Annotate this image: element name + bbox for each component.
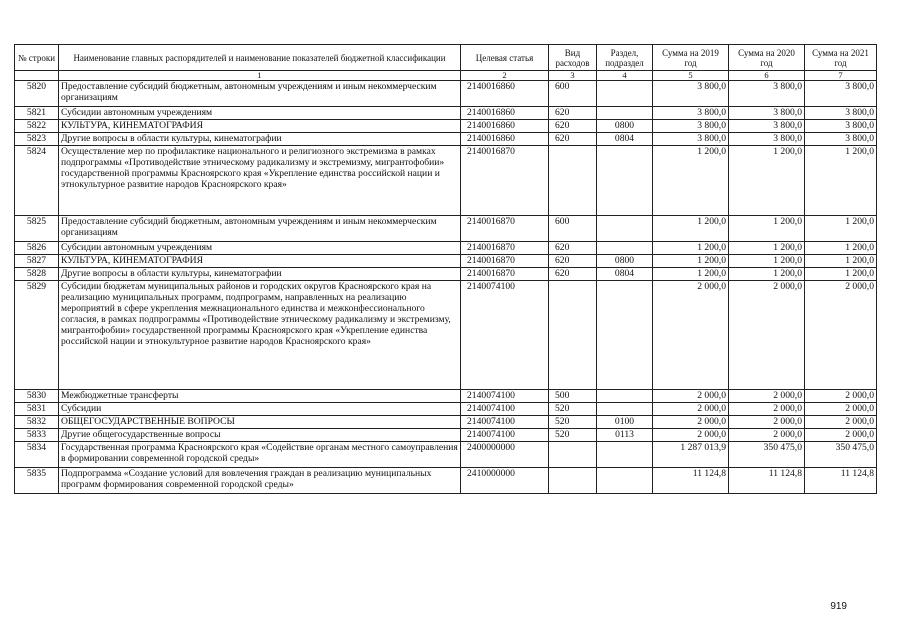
column-number: 4 — [597, 71, 653, 81]
cell-sum-2019: 1 200,0 — [653, 242, 729, 255]
header-sum-2019: Сумма на 2019 год — [653, 45, 729, 71]
cell-expense-type: 600 — [549, 216, 597, 242]
cell-name: Предоставление субсидий бюджетным, автономным учреждениям и иным некоммерческим организациям — [59, 81, 461, 107]
cell-section: 0100 — [597, 416, 653, 429]
header-name: Наименование главных распорядителей и наименование показателей бюджетной классификации — [59, 45, 461, 71]
cell-sum-2020: 2 000,0 — [729, 429, 805, 442]
cell-name: Субсидии — [59, 403, 461, 416]
column-number: 5 — [653, 71, 729, 81]
cell-section — [597, 403, 653, 416]
header-sum-2021: Сумма на 2021 год — [805, 45, 877, 71]
cell-sum-2019: 3 800,0 — [653, 107, 729, 120]
column-number: 6 — [729, 71, 805, 81]
cell-sum-2020: 3 800,0 — [729, 107, 805, 120]
cell-target-article: 2140016860 — [461, 107, 549, 120]
column-number-blank — [15, 71, 59, 81]
cell-sum-2019: 1 287 013,9 — [653, 442, 729, 468]
cell-sum-2020: 3 800,0 — [729, 120, 805, 133]
cell-expense-type: 620 — [549, 242, 597, 255]
cell-sum-2019: 2 000,0 — [653, 429, 729, 442]
cell-section — [597, 442, 653, 468]
cell-row-number: 5829 — [15, 281, 59, 390]
cell-name: Осуществление мер по профилактике национального и религиозного экстремизма в рамках подпрограммы «Противодействие этническому радикализму и экстремизму, мигрантофобии» государственной программы Красноярского края «Укрепление единства российской нации и этнокультурное развитие народов Красноярского края» — [59, 146, 461, 216]
cell-expense-type — [549, 442, 597, 468]
cell-expense-type: 500 — [549, 390, 597, 403]
cell-row-number: 5822 — [15, 120, 59, 133]
table-row — [15, 468, 877, 494]
cell-expense-type: 620 — [549, 255, 597, 268]
cell-expense-type: 520 — [549, 429, 597, 442]
table-row — [15, 146, 877, 216]
cell-expense-type: 520 — [549, 403, 597, 416]
cell-sum-2019: 1 200,0 — [653, 216, 729, 242]
cell-sum-2021: 2 000,0 — [805, 429, 877, 442]
cell-section — [597, 390, 653, 403]
cell-target-article: 2400000000 — [461, 442, 549, 468]
cell-sum-2019: 3 800,0 — [653, 120, 729, 133]
table-row — [15, 133, 877, 146]
cell-name: Другие общегосударственные вопросы — [59, 429, 461, 442]
cell-sum-2020: 2 000,0 — [729, 390, 805, 403]
cell-sum-2021: 3 800,0 — [805, 133, 877, 146]
cell-row-number: 5831 — [15, 403, 59, 416]
cell-section — [597, 242, 653, 255]
table-row — [15, 255, 877, 268]
cell-section: 0800 — [597, 255, 653, 268]
cell-sum-2019: 1 200,0 — [653, 268, 729, 281]
cell-target-article: 2140016870 — [461, 216, 549, 242]
cell-sum-2019: 11 124,8 — [653, 468, 729, 494]
cell-name: Подпрограмма «Создание условий для вовлечения граждан в реализацию муниципальных программ формирования современной городской среды» — [59, 468, 461, 494]
cell-name: Предоставление субсидий бюджетным, автономным учреждениям и иным некоммерческим организациям — [59, 216, 461, 242]
cell-target-article: 2140074100 — [461, 403, 549, 416]
column-number: 7 — [805, 71, 877, 81]
cell-section — [597, 146, 653, 216]
cell-name: Субсидии автономным учреждениям — [59, 107, 461, 120]
cell-row-number: 5827 — [15, 255, 59, 268]
cell-sum-2021: 2 000,0 — [805, 403, 877, 416]
cell-sum-2020: 3 800,0 — [729, 81, 805, 107]
cell-sum-2019: 2 000,0 — [653, 390, 729, 403]
cell-name: Другие вопросы в области культуры, кинематографии — [59, 133, 461, 146]
cell-expense-type: 520 — [549, 416, 597, 429]
cell-sum-2019: 1 200,0 — [653, 255, 729, 268]
cell-name: ОБЩЕГОСУДАРСТВЕННЫЕ ВОПРОСЫ — [59, 416, 461, 429]
cell-target-article: 2140016870 — [461, 268, 549, 281]
header-sum-2020: Сумма на 2020 год — [729, 45, 805, 71]
column-number: 3 — [549, 71, 597, 81]
cell-sum-2021: 3 800,0 — [805, 107, 877, 120]
cell-sum-2021: 2 000,0 — [805, 281, 877, 390]
cell-sum-2021: 2 000,0 — [805, 390, 877, 403]
cell-name: Другие вопросы в области культуры, кинематографии — [59, 268, 461, 281]
column-numbers-row — [15, 71, 877, 81]
cell-sum-2019: 2 000,0 — [653, 281, 729, 390]
page-number: 919 — [830, 601, 847, 612]
cell-sum-2021: 1 200,0 — [805, 242, 877, 255]
cell-row-number: 5824 — [15, 146, 59, 216]
cell-row-number: 5821 — [15, 107, 59, 120]
cell-target-article: 2140016870 — [461, 242, 549, 255]
cell-sum-2021: 1 200,0 — [805, 146, 877, 216]
cell-target-article: 2140016860 — [461, 120, 549, 133]
cell-expense-type: 600 — [549, 81, 597, 107]
column-number: 2 — [461, 71, 549, 81]
table-row — [15, 442, 877, 468]
header-razdel: Раздел, подраздел — [597, 45, 653, 71]
cell-row-number: 5835 — [15, 468, 59, 494]
cell-name: Субсидии автономным учреждениям — [59, 242, 461, 255]
cell-sum-2020: 2 000,0 — [729, 416, 805, 429]
cell-sum-2021: 3 800,0 — [805, 120, 877, 133]
cell-sum-2019: 2 000,0 — [653, 403, 729, 416]
cell-sum-2020: 2 000,0 — [729, 403, 805, 416]
cell-row-number: 5826 — [15, 242, 59, 255]
cell-target-article: 2140016860 — [461, 133, 549, 146]
cell-row-number: 5825 — [15, 216, 59, 242]
cell-expense-type — [549, 468, 597, 494]
cell-sum-2021: 11 124,8 — [805, 468, 877, 494]
cell-section: 0113 — [597, 429, 653, 442]
cell-sum-2021: 2 000,0 — [805, 416, 877, 429]
table-row — [15, 403, 877, 416]
cell-expense-type — [549, 146, 597, 216]
cell-sum-2020: 2 000,0 — [729, 281, 805, 390]
cell-sum-2021: 1 200,0 — [805, 268, 877, 281]
table-row — [15, 416, 877, 429]
cell-sum-2021: 3 800,0 — [805, 81, 877, 107]
cell-expense-type — [549, 281, 597, 390]
cell-target-article: 2140074100 — [461, 281, 549, 390]
cell-expense-type: 620 — [549, 120, 597, 133]
budget-table — [14, 44, 877, 494]
cell-section — [597, 281, 653, 390]
header-num: № строки — [15, 45, 59, 71]
cell-section — [597, 107, 653, 120]
cell-sum-2019: 3 800,0 — [653, 81, 729, 107]
cell-section — [597, 81, 653, 107]
cell-sum-2020: 1 200,0 — [729, 268, 805, 281]
cell-name: Государственная программа Красноярского края «Содействие органам местного самоуправления в формировании современной городской среды» — [59, 442, 461, 468]
cell-sum-2020: 1 200,0 — [729, 255, 805, 268]
cell-expense-type: 620 — [549, 107, 597, 120]
cell-section — [597, 216, 653, 242]
table-row — [15, 120, 877, 133]
cell-target-article: 2140074100 — [461, 416, 549, 429]
table-row — [15, 107, 877, 120]
cell-sum-2021: 350 475,0 — [805, 442, 877, 468]
cell-target-article: 2410000000 — [461, 468, 549, 494]
cell-name: Межбюджетные трансферты — [59, 390, 461, 403]
cell-section: 0800 — [597, 120, 653, 133]
cell-target-article: 2140016870 — [461, 146, 549, 216]
cell-expense-type: 620 — [549, 133, 597, 146]
cell-target-article: 2140074100 — [461, 390, 549, 403]
column-number: 1 — [59, 71, 461, 81]
cell-sum-2019: 1 200,0 — [653, 146, 729, 216]
cell-row-number: 5833 — [15, 429, 59, 442]
cell-sum-2019: 2 000,0 — [653, 416, 729, 429]
cell-row-number: 5820 — [15, 81, 59, 107]
cell-section: 0804 — [597, 268, 653, 281]
cell-row-number: 5830 — [15, 390, 59, 403]
header-vid: Вид расходов — [549, 45, 597, 71]
cell-sum-2021: 1 200,0 — [805, 216, 877, 242]
table-row — [15, 81, 877, 107]
cell-sum-2020: 3 800,0 — [729, 133, 805, 146]
cell-target-article: 2140016870 — [461, 255, 549, 268]
table-row — [15, 216, 877, 242]
cell-sum-2020: 350 475,0 — [729, 442, 805, 468]
cell-row-number: 5828 — [15, 268, 59, 281]
table-row — [15, 242, 877, 255]
cell-expense-type: 620 — [549, 268, 597, 281]
cell-sum-2020: 11 124,8 — [729, 468, 805, 494]
table-row — [15, 390, 877, 403]
cell-sum-2020: 1 200,0 — [729, 216, 805, 242]
cell-section — [597, 468, 653, 494]
header-code: Целевая статья — [461, 45, 549, 71]
cell-name: КУЛЬТУРА, КИНЕМАТОГРАФИЯ — [59, 120, 461, 133]
cell-name: Субсидии бюджетам муниципальных районов и городских округов Красноярского края на реализацию муниципальных программ, подпрограмм, направленных на реализацию мероприятий в сфере укрепления межнационального единства и межконфессионального согласия, в рамках подпрограммы «Противодействие этническому радикализму и экстремизму, мигрантофобии» государственной программы Красноярского края «Укрепление единства российской нации и этнокультурное развитие народов Красноярского края» — [59, 281, 461, 390]
cell-sum-2020: 1 200,0 — [729, 242, 805, 255]
cell-row-number: 5834 — [15, 442, 59, 468]
cell-row-number: 5823 — [15, 133, 59, 146]
cell-sum-2019: 3 800,0 — [653, 133, 729, 146]
cell-section: 0804 — [597, 133, 653, 146]
cell-target-article: 2140074100 — [461, 429, 549, 442]
table-row — [15, 281, 877, 390]
cell-sum-2020: 1 200,0 — [729, 146, 805, 216]
cell-sum-2021: 1 200,0 — [805, 255, 877, 268]
table-row — [15, 268, 877, 281]
cell-row-number: 5832 — [15, 416, 59, 429]
table-row — [15, 429, 877, 442]
cell-name: КУЛЬТУРА, КИНЕМАТОГРАФИЯ — [59, 255, 461, 268]
cell-target-article: 2140016860 — [461, 81, 549, 107]
